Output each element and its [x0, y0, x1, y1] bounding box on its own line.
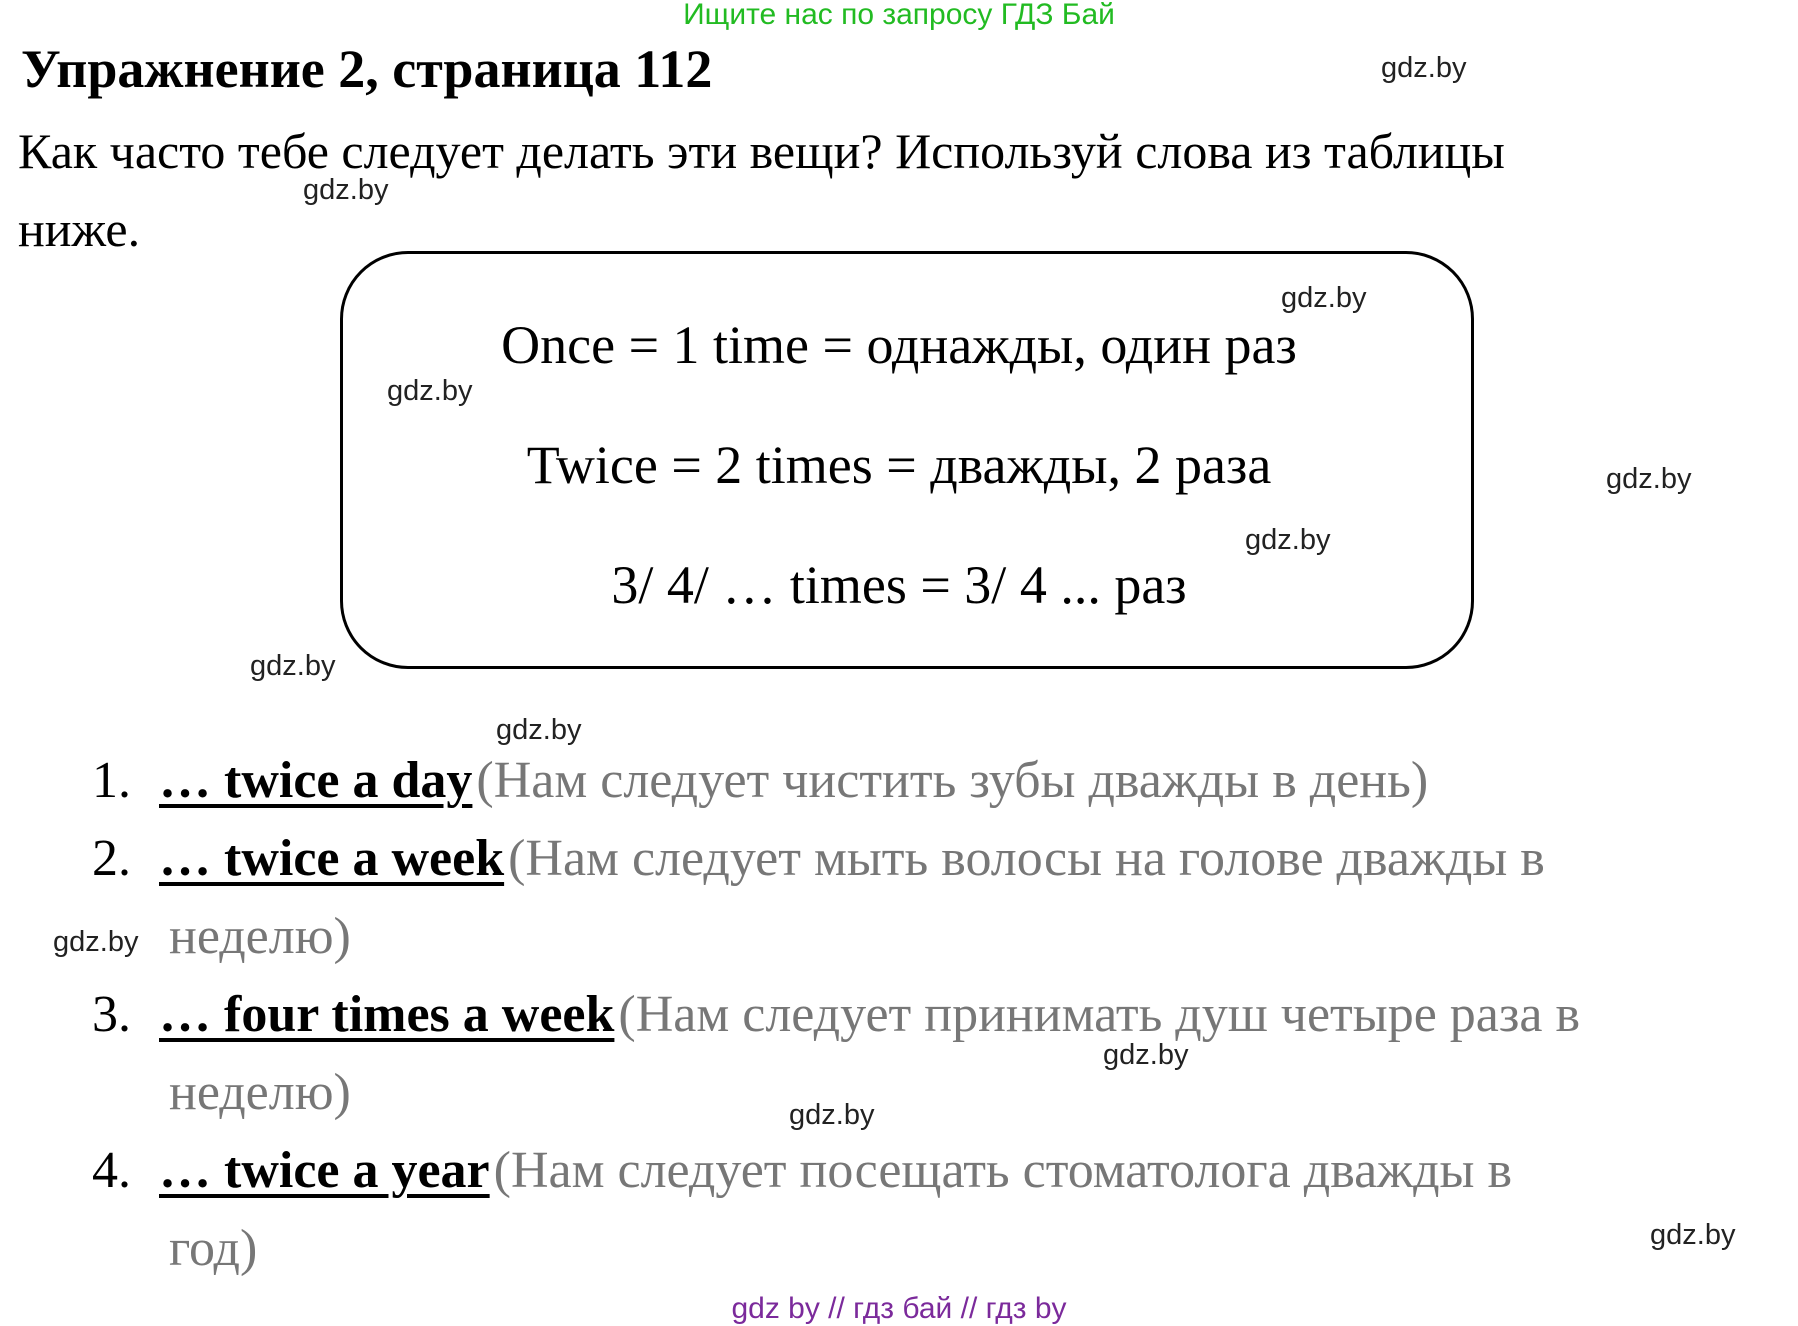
exercise-title: Упражнение 2, страница 112 — [21, 39, 713, 99]
search-banner[interactable]: Ищите нас по запросу ГДЗ Бай — [683, 0, 1115, 31]
answer-text: … twice a week — [159, 830, 505, 887]
answer-text: … twice a year — [159, 1142, 490, 1199]
answer-item-1 — [92, 751, 1428, 810]
watermark: gdz.by — [1281, 282, 1367, 314]
watermark: gdz.by — [1103, 1039, 1189, 1071]
watermark: gdz.by — [1381, 52, 1467, 84]
answer-item-2 — [92, 829, 1545, 888]
watermark: gdz.by — [53, 926, 139, 958]
answer-translation-continued: год) — [169, 1220, 258, 1277]
reference-line-once: Once = 1 time = однажды, один раз — [501, 315, 1297, 375]
instruction-line-2: ниже. — [18, 201, 141, 257]
answer-number: 4. — [92, 1142, 131, 1199]
reference-line-times: 3/ 4/ … times = 3/ 4 ... раз — [611, 555, 1187, 615]
answer-item-3 — [92, 985, 1580, 1044]
answer-translation-continued: неделю) — [169, 1064, 351, 1121]
reference-line-twice: Twice = 2 times = дважды, 2 раза — [526, 435, 1272, 495]
answer-translation-continued: неделю) — [169, 908, 351, 965]
answer-text: … twice a day — [159, 752, 473, 809]
answer-translation: (Нам следует посещать стоматолога дважды в — [493, 1142, 1513, 1199]
footer-links[interactable]: gdz by // гдз бай // гдз by — [731, 1292, 1067, 1325]
answer-translation: (Нам следует мыть волосы на голове дважды в — [508, 830, 1545, 887]
watermark: gdz.by — [303, 174, 389, 206]
answer-text: … four times a week — [159, 986, 615, 1043]
answer-item-4 — [92, 1141, 1512, 1200]
watermark: gdz.by — [789, 1099, 875, 1131]
answer-number: 1. — [92, 752, 131, 809]
watermark: gdz.by — [1245, 524, 1331, 556]
watermark: gdz.by — [387, 375, 473, 407]
answer-translation: (Нам следует чистить зубы дважды в день) — [476, 752, 1429, 809]
watermark: gdz.by — [250, 650, 336, 682]
watermark: gdz.by — [496, 714, 582, 746]
watermark: gdz.by — [1606, 463, 1692, 495]
watermark: gdz.by — [1650, 1219, 1736, 1251]
answer-number: 3. — [92, 986, 131, 1043]
answer-translation: (Нам следует принимать душ четыре раза в — [618, 986, 1581, 1043]
instruction-line-1: Как часто тебе следует делать эти вещи? Используй слова из таблицы — [18, 123, 1505, 179]
answer-number: 2. — [92, 830, 131, 887]
